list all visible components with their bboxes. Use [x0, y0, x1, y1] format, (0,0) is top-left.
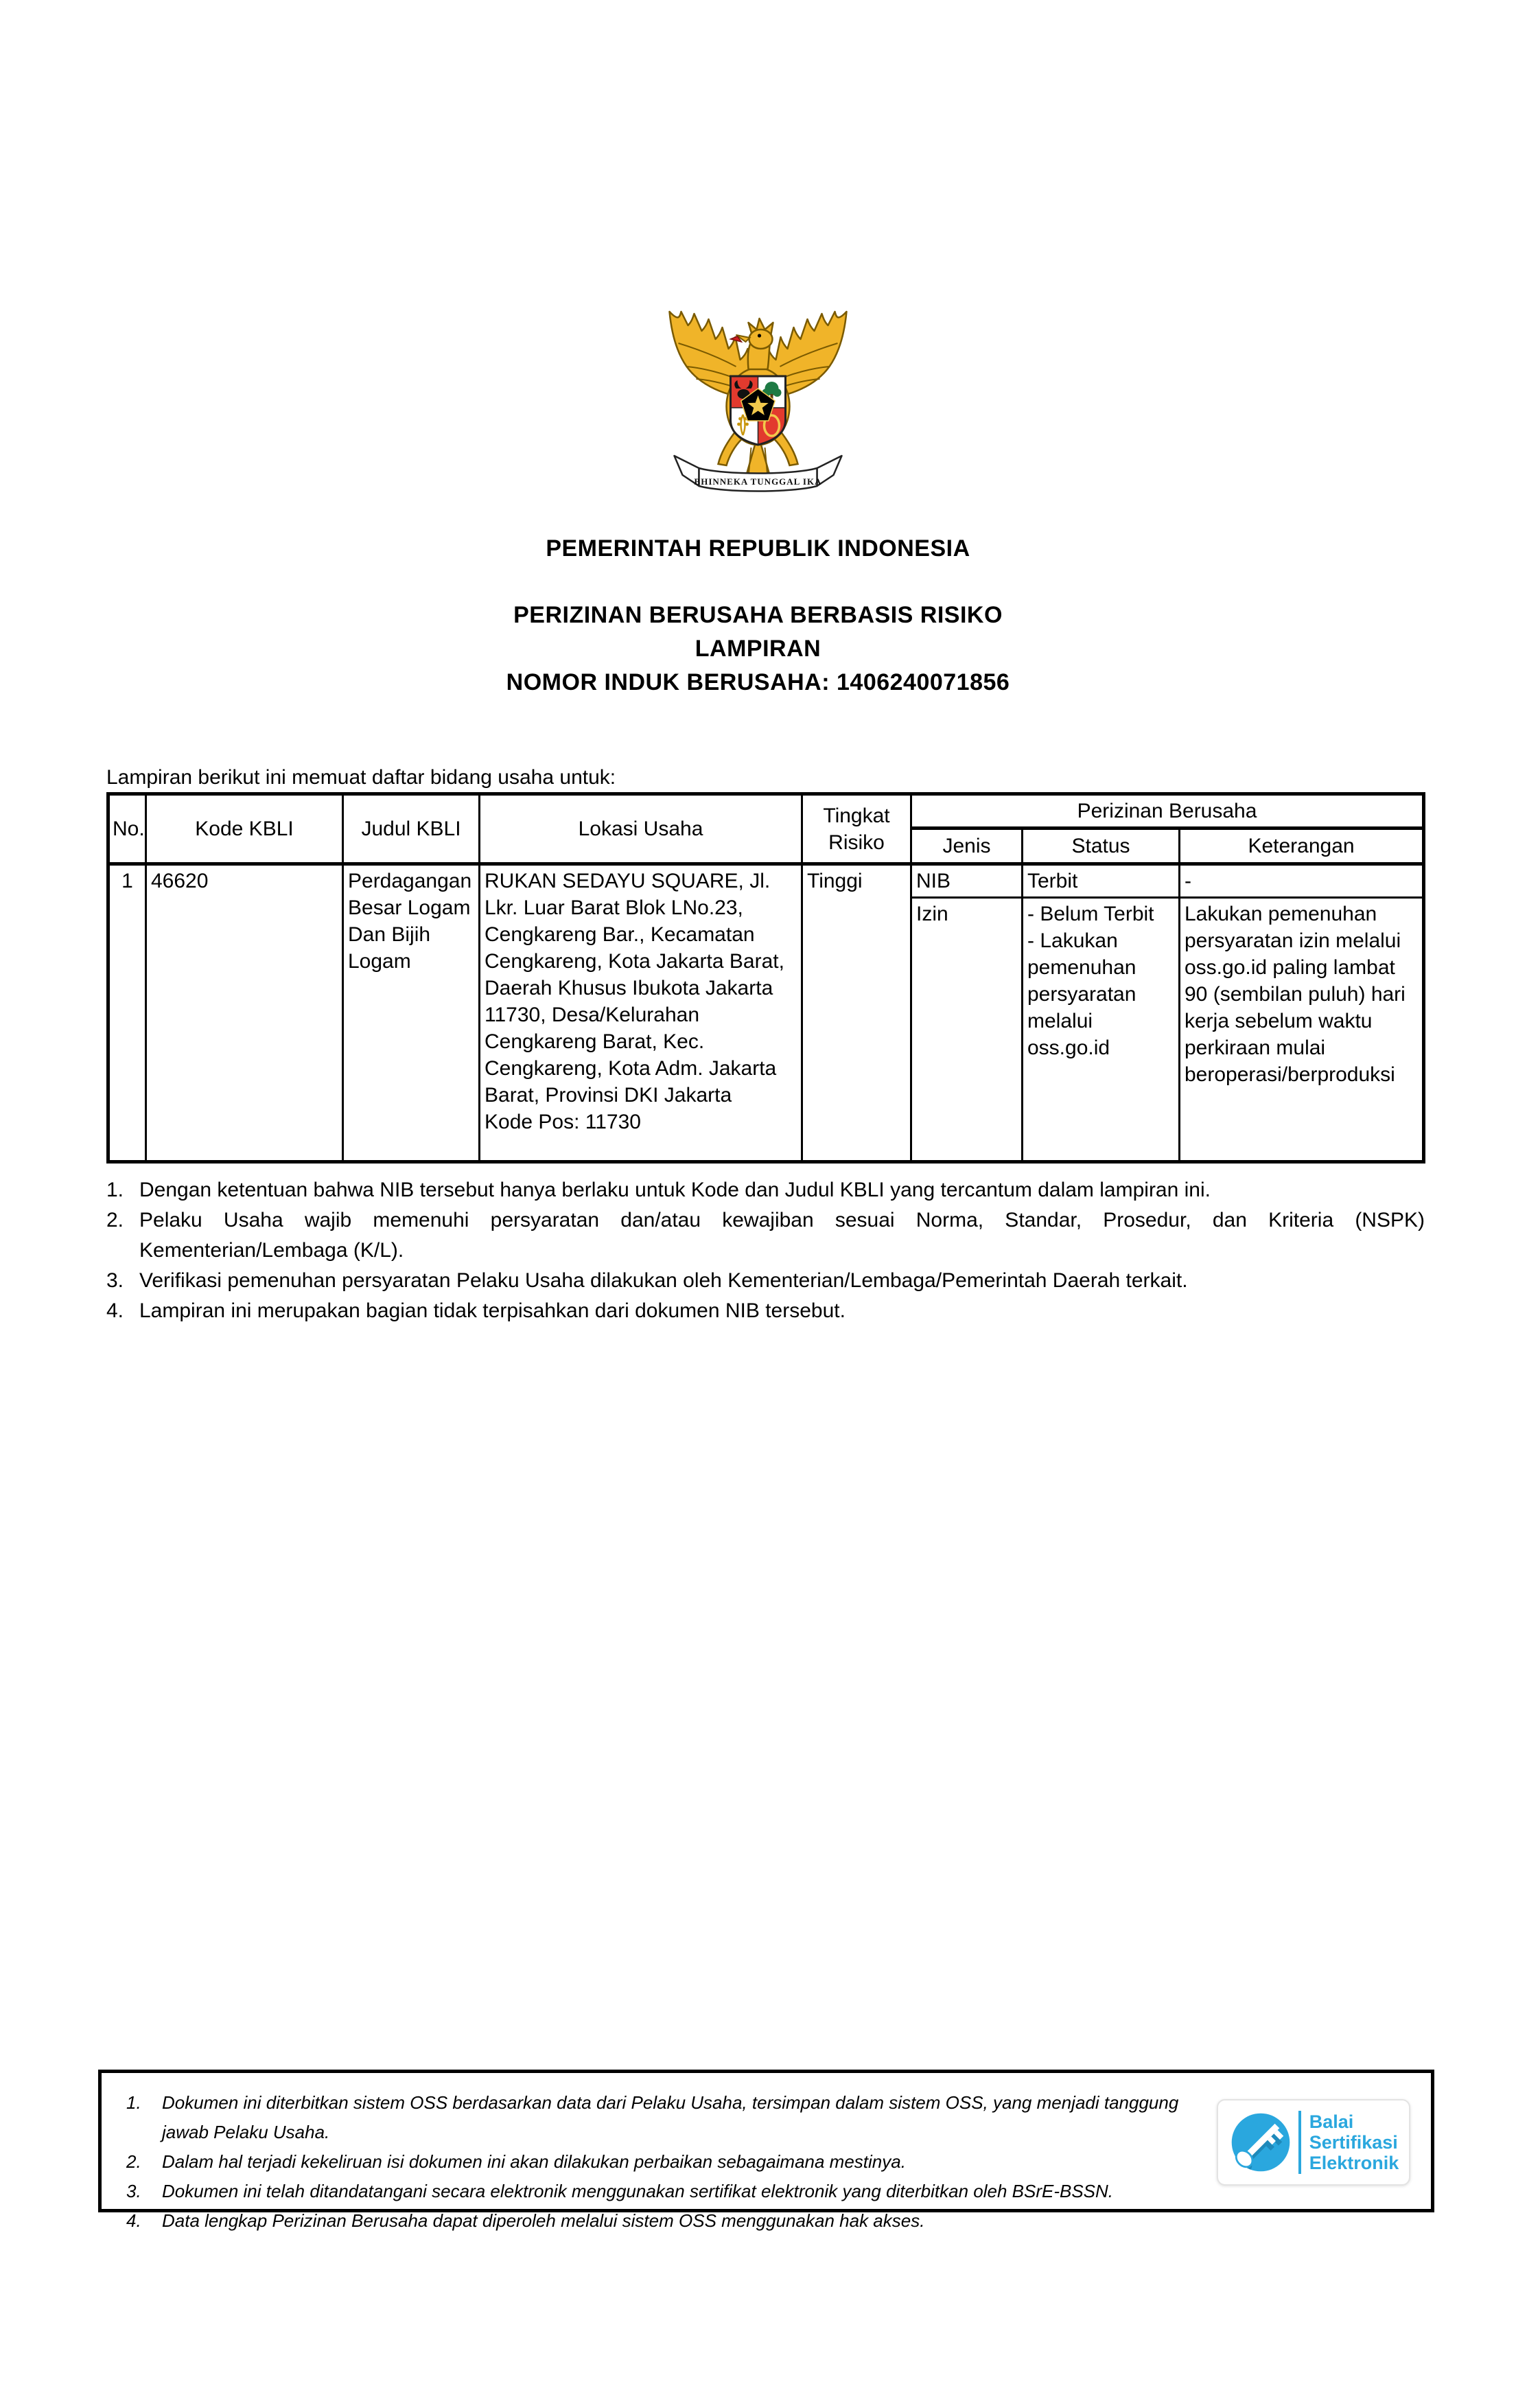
- cell-tingkat-risiko: Tinggi: [802, 864, 911, 1162]
- footer-note-number: 3.: [126, 2181, 141, 2201]
- garuda-pancasila-emblem: [653, 303, 863, 502]
- footer-note-3: [126, 2177, 1197, 2206]
- footer-note-text: Dokumen ini diterbitkan sistem OSS berdasarkan data dari Pelaku Usaha, tersimpan dalam sistem OSS, yang menjadi tanggung jawab Pelaku Usaha.: [162, 2092, 1179, 2142]
- lokasi-address: RUKAN SEDAYU SQUARE, Jl. Lkr. Luar Barat Blok LNo.23, Cengkareng Bar., Kecamatan Cengkareng, Kota Jakarta Barat, Daerah Khusus Ibukota Jakarta 11730, Desa/Kelurahan Cengkareng Barat, Kec. Cengkareng, Kota Adm. Jakarta Barat, Provinsi DKI Jakarta: [485, 870, 784, 1107]
- pancasila-shield: [731, 376, 786, 448]
- status-izin-line1: - Belum Terbit: [1027, 903, 1154, 925]
- col-header-kode-kbli: Kode KBLI: [146, 794, 343, 864]
- footer-note-1: [126, 2088, 1197, 2147]
- footer-note-text: Data lengkap Perizinan Berusaha dapat diperoleh melalui sistem OSS menggunakan hak akses.: [162, 2210, 925, 2231]
- note-item-2: [106, 1205, 1425, 1266]
- footer-note-2: [126, 2147, 1197, 2177]
- business-license-table: [106, 792, 1425, 1164]
- cell-no: 1: [108, 864, 146, 1162]
- note-text: Verifikasi pemenuhan persyaratan Pelaku Usaha dilakukan oleh Kementerian/Lembaga/Pemerintah Daerah terkait.: [139, 1269, 1188, 1292]
- note-number: 3.: [106, 1269, 124, 1292]
- note-text: Lampiran ini merupakan bagian tidak terpisahkan dari dokumen NIB tersebut.: [139, 1299, 846, 1322]
- status-izin-line2: - Lakukan pemenuhan persyaratan melalui oss.go.id: [1027, 929, 1136, 1059]
- notes-list: [106, 1175, 1425, 1326]
- table-intro-line: Lampiran berikut ini memuat daftar bidang usaha untuk:: [106, 766, 616, 789]
- col-header-tingkat-risiko: Tingkat Risiko: [802, 794, 911, 864]
- document-title-block: [0, 599, 1516, 699]
- doc-subtitle: LAMPIRAN: [695, 636, 821, 662]
- footer-notes-list: [126, 2088, 1197, 2236]
- logo-line-1: Balai: [1309, 2111, 1354, 2132]
- cell-status-nib: Terbit: [1023, 864, 1180, 898]
- col-header-no: No.: [108, 794, 146, 864]
- motto-text: BHINNEKA TUNGGAL IKA: [694, 476, 822, 487]
- footer-note-text: Dokumen ini telah ditandatangani secara elektronik menggunakan sertifikat elektronik yang diterbitkan oleh BSrE-BSSN.: [162, 2181, 1113, 2201]
- lokasi-kode-pos: Kode Pos: 11730: [485, 1111, 641, 1133]
- government-title: PEMERINTAH REPUBLIK INDONESIA: [546, 535, 970, 562]
- logo-line-3: Elektronik: [1309, 2153, 1399, 2173]
- col-header-keterangan: Keterangan: [1180, 829, 1424, 864]
- note-item-3: [106, 1266, 1425, 1296]
- note-text: Dengan ketentuan bahwa NIB tersebut hanya berlaku untuk Kode dan Judul KBLI yang tercantum dalam lampiran ini.: [139, 1179, 1211, 1201]
- footer-note-number: 4.: [126, 2210, 141, 2231]
- footer-note-number: 1.: [126, 2092, 141, 2113]
- cell-judul-kbli: Perdagangan Besar Logam Dan Bijih Logam: [343, 864, 480, 1162]
- cell-keterangan-nib: -: [1180, 864, 1424, 898]
- footer-note-text: Dalam hal terjadi kekeliruan isi dokumen ini akan dilakukan perbaikan sebagaimana mestinya.: [162, 2151, 906, 2172]
- bsre-logo: [1217, 2099, 1410, 2186]
- table-row: [108, 864, 1424, 898]
- footer-note-4: [126, 2206, 1197, 2236]
- doc-title: PERIZINAN BERUSAHA BERBASIS RISIKO: [513, 602, 1003, 628]
- cell-kode-kbli: 46620: [146, 864, 343, 1162]
- note-item-1: [106, 1175, 1425, 1205]
- cell-lokasi-usaha: [480, 864, 802, 1162]
- note-number: 4.: [106, 1299, 124, 1322]
- electronic-certificate-key-icon: [1228, 2110, 1293, 2175]
- note-text: Pelaku Usaha wajib memenuhi persyaratan dan/atau kewajiban sesuai Norma, Standar, Prosedur, dan Kriteria (NSPK) Kementerian/Lembaga (K/L).: [139, 1209, 1425, 1262]
- note-number: 2.: [106, 1209, 124, 1231]
- cell-status-izin: [1023, 898, 1180, 1162]
- note-number: 1.: [106, 1179, 124, 1201]
- col-header-perizinan-berusaha: Perizinan Berusaha: [911, 794, 1424, 829]
- bsre-logo-text: [1309, 2111, 1399, 2173]
- footer-note-number: 2.: [126, 2151, 141, 2172]
- col-header-lokasi-usaha: Lokasi Usaha: [480, 794, 802, 864]
- cell-keterangan-izin: Lakukan pemenuhan persyaratan izin melalui oss.go.id paling lambat 90 (sembilan puluh) hari kerja sebelum waktu perkiraan mulai beroperasi/berproduksi: [1180, 898, 1424, 1162]
- col-header-judul-kbli: Judul KBLI: [343, 794, 480, 864]
- col-header-jenis: Jenis: [911, 829, 1023, 864]
- col-header-status: Status: [1023, 829, 1180, 864]
- cell-jenis-izin: Izin: [911, 898, 1023, 1162]
- logo-separator: [1298, 2111, 1301, 2174]
- cell-jenis-nib: NIB: [911, 864, 1023, 898]
- logo-line-2: Sertifikasi: [1309, 2132, 1398, 2153]
- note-item-4: [106, 1296, 1425, 1326]
- nib-number-line: NOMOR INDUK BERUSAHA: 1406240071856: [506, 669, 1010, 695]
